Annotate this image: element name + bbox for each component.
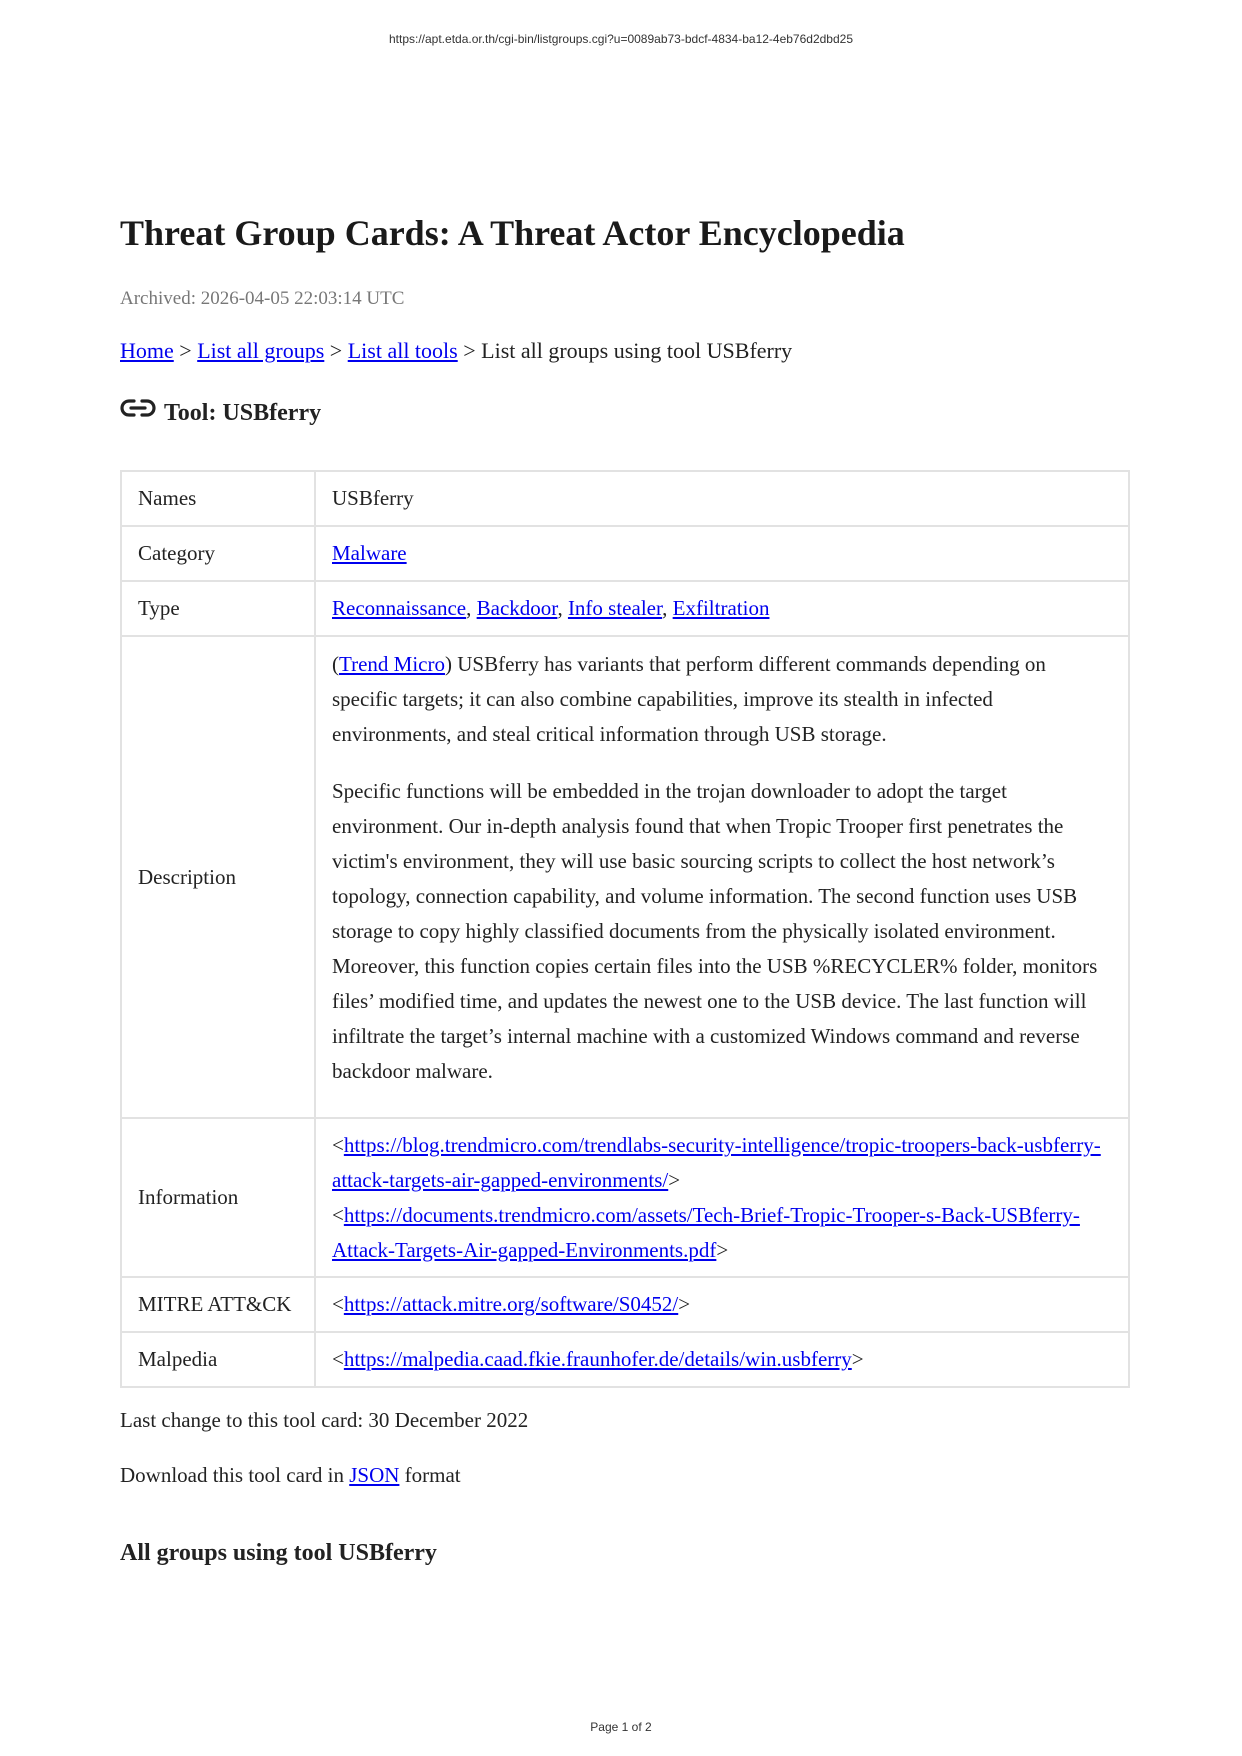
lt: < — [332, 1292, 344, 1316]
category-label: Category — [121, 526, 315, 581]
breadcrumb-home-link[interactable]: Home — [120, 338, 174, 363]
info-link-item — [332, 1198, 1112, 1268]
description-text-1: ) USBferry has variants that perform different commands depending on specific targets; it can also combine capabilities, improve its stealth in infected environments, and steal critical information through USB storage. — [332, 652, 1046, 746]
type-exfiltration-link[interactable]: Exfiltration — [672, 596, 770, 620]
breadcrumb-separator: > — [463, 338, 476, 363]
groups-heading: All groups using tool USBferry — [120, 1540, 437, 1566]
last-change-text: Last change to this tool card: 30 December 2022 — [120, 1408, 529, 1432]
description-label: Description — [121, 636, 315, 1118]
download-line — [120, 1463, 461, 1488]
archived-timestamp: Archived: 2026-04-05 22:03:14 UTC — [120, 288, 405, 309]
breadcrumb-separator: > — [329, 338, 343, 363]
type-reconnaissance-link[interactable]: Reconnaissance — [332, 596, 467, 620]
tool-heading-text: Tool: USBferry — [164, 400, 322, 426]
tool-card-table — [120, 470, 1130, 1388]
page-url-header: https://apt.etda.or.th/cgi-bin/listgroups.cgi?u=0089ab73-bdcf-4834-ba12-4eb76d2dbd25 — [388, 32, 853, 46]
link-icon — [120, 396, 156, 420]
table-row-malpedia — [121, 1332, 1129, 1387]
malpedia-value — [315, 1332, 1129, 1387]
table-row-information — [121, 1118, 1129, 1277]
names-value: USBferry — [315, 471, 1129, 526]
info-link-item — [332, 1128, 1112, 1198]
type-separator: , — [557, 596, 563, 620]
table-row-category — [121, 526, 1129, 581]
description-paragraph-2: Specific functions will be embedded in the trojan downloader to adopt the target environment. Our in-depth analysis found that when Tropic Trooper first penetrates the victim's environment, they will use basic sourcing scripts to collect the host network’s topology, connection capability, and volume information. The second function uses USB storage to copy highly classified documents from the physically isolated environment. Moreover, this function copies certain files into the USB %RECYCLER% folder, monitors files’ modified time, and updates the newest one to the USB device. The last function will infiltrate the target’s internal machine with a customized Windows command and reverse backdoor malware. — [332, 779, 1098, 1083]
mitre-label: MITRE ATT&CK — [121, 1277, 315, 1332]
malpedia-link[interactable]: https://malpedia.caad.fkie.fraunhofer.de/details/win.usbferry — [343, 1347, 852, 1371]
mitre-value — [315, 1277, 1129, 1332]
mitre-attack-link[interactable]: https://attack.mitre.org/software/S0452/ — [343, 1292, 679, 1316]
category-malware-link[interactable]: Malware — [332, 541, 407, 565]
table-row-names — [121, 471, 1129, 526]
info-link-trendmicro-blog[interactable]: https://blog.trendmicro.com/trendlabs-security-intelligence/tropic-troopers-back-usbferry-attack-targets-air-gapped-environments/ — [332, 1132, 1101, 1192]
info-link-trendmicro-pdf[interactable]: https://documents.trendmicro.com/assets/Tech-Brief-Tropic-Trooper-s-Back-USBferry-Attack-Targets-Air-gapped-Environments.pdf — [332, 1202, 1080, 1262]
description-value — [315, 636, 1129, 1118]
trend-micro-source-link[interactable]: Trend Micro — [339, 652, 445, 676]
information-value — [315, 1118, 1129, 1277]
breadcrumb-list-groups-link[interactable]: List all groups — [197, 338, 325, 363]
type-label: Type — [121, 581, 315, 636]
table-row-description — [121, 636, 1129, 1118]
paren-open: ( — [332, 652, 339, 676]
gt: > — [678, 1292, 691, 1316]
description-paragraph-1 — [332, 647, 1112, 752]
tool-heading — [120, 400, 321, 427]
lt: < — [332, 1347, 344, 1371]
page-title: Threat Group Cards: A Threat Actor Encyclopedia — [120, 213, 905, 253]
gt: > — [716, 1237, 729, 1262]
type-value — [315, 581, 1129, 636]
table-row-mitre — [121, 1277, 1129, 1332]
breadcrumb-current: List all groups using tool USBferry — [481, 338, 793, 363]
malpedia-label: Malpedia — [121, 1332, 315, 1387]
information-label: Information — [121, 1118, 315, 1277]
names-label: Names — [121, 471, 315, 526]
breadcrumb-separator: > — [179, 338, 192, 363]
gt: > — [851, 1347, 864, 1371]
breadcrumb-list-tools-link[interactable]: List all tools — [347, 338, 458, 363]
lt: < — [332, 1202, 344, 1227]
type-info-stealer-link[interactable]: Info stealer — [567, 596, 663, 620]
download-prefix: Download this tool card in — [120, 1463, 344, 1487]
table-row-type — [121, 581, 1129, 636]
category-value — [315, 526, 1129, 581]
page-number: Page 1 of 2 — [590, 1720, 652, 1734]
breadcrumb — [120, 338, 792, 364]
download-json-link[interactable]: JSON — [349, 1463, 400, 1487]
type-separator: , — [662, 596, 668, 620]
gt: > — [668, 1167, 681, 1192]
type-backdoor-link[interactable]: Backdoor — [476, 596, 558, 620]
lt: < — [332, 1132, 344, 1157]
download-suffix: format — [404, 1463, 461, 1487]
type-separator: , — [466, 596, 472, 620]
